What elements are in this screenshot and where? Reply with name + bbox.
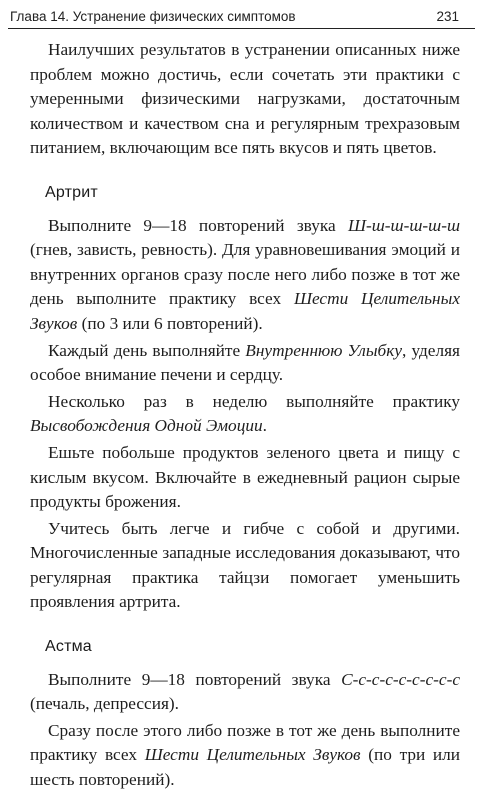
asthma-paragraph-1 [30,668,460,717]
arthritis-paragraph-4: Ешьте побольше продуктов зеленого цвета и пищу с кислым вкусом. Включайте в ежедневный рацион сырые продукты брожения. [30,442,460,512]
section-heading-asthma: Астма [45,638,92,656]
text-span: Сразу после этого либо позже в тот же день выполните практику всех [30,720,460,765]
arthritis-paragraph-1 [30,214,460,337]
arthritis-paragraph-3 [30,390,460,439]
text-span: Каждый день выполняйте [48,340,246,360]
text-span: Несколько раз в неделю выполняйте практику [48,391,460,411]
intro-paragraph: Наилучших результатов в устранении описанных ниже проблем можно достичь, если сочетать эти практики с умеренными физическими нагрузками, достаточным количеством и качеством сна и регулярным трехразовым питанием, включающим все пять вкусов и пять цветов. [30,40,460,158]
arthritis-paragraph-5: Учитесь быть легче и гибче с собой и другими. Многочисленные западные исследования доказывают, что регулярная практика тайцзи помогает уменьшить проявления артрита. [30,518,460,612]
text-span: Выполните 9—18 повторений звука [48,669,342,689]
text-span: , уделяя особое внимание печени и сердцу. [30,340,460,385]
text-span: (гнев, зависть, ревность). Для уравновешивания эмоций и внутренних органов сразу после него либо позже в тот же день выполните практику всех [30,240,460,309]
sound-italic: С-с-с-с-с-с-с-с-с [341,669,460,689]
running-header [8,6,475,29]
text-span: (по три или шесть повторений). [30,745,461,790]
text-span: Выполните 9—18 повторений звука [48,215,348,235]
text-span: . [262,416,267,436]
sound-italic: Ш-ш-ш-ш-ш-ш [347,215,460,235]
page-number: 231 [436,9,459,24]
text-span: (по 3 или 6 повторений). [77,313,263,333]
section-heading-arthritis: Артрит [45,183,98,201]
asthma-paragraph-2 [30,719,460,793]
practice-italic: Шести Целительных Звуков [144,745,361,765]
page-body [30,38,460,793]
chapter-title: Глава 14. Устранение физических симптомов [10,9,296,24]
text-span: (печаль, депрессия). [30,694,179,714]
practice-italic: Шести Целительных Звуков [30,289,460,333]
arthritis-paragraph-2 [30,339,460,388]
practice-italic: Высвобождения Одной Эмоции [30,416,263,436]
practice-italic: Внутреннюю Улыбку [245,340,402,360]
